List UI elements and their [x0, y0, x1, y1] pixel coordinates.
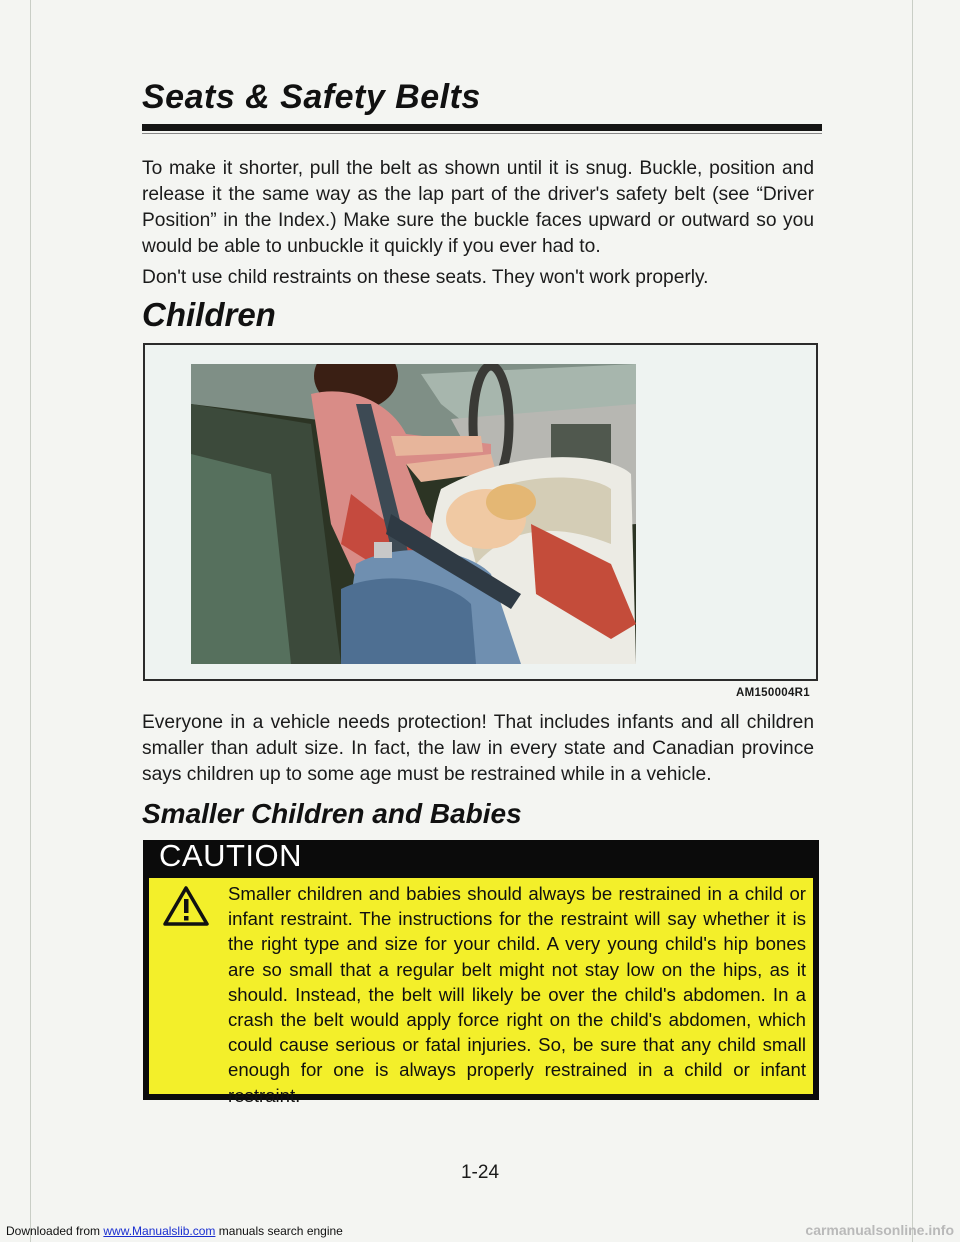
- footer-prefix: Downloaded from: [6, 1224, 104, 1238]
- figure-code: AM150004R1: [736, 687, 810, 699]
- download-footer: [6, 1224, 343, 1238]
- page-margin-line: [30, 0, 31, 1242]
- child-seat-illustration: [191, 364, 636, 664]
- section-title-children: Children: [142, 296, 276, 333]
- page-margin-line: [912, 0, 913, 1242]
- footer-suffix: manuals search engine: [215, 1224, 343, 1238]
- caution-text: Smaller children and babies should always be restrained in a child or infant restraint. The instructions for the restraint will say whether it is the right type and size for your child. A very young child's hip bones are so small that a regular belt might not stay low on the hips, as it should. Instead, the belt will likely be over the child's abdomen. In a crash the belt would apply force right on the child's abdomen, which could cause serious or fatal injuries. So, be sure that any child small enough for one is always properly restrained in a child or infant restraint.: [228, 883, 806, 1106]
- page-number: 1-24: [460, 1162, 500, 1183]
- child-restraint-note: Don't use child restraints on these seats. They won't work properly.: [142, 267, 709, 288]
- protection-paragraph: Everyone in a vehicle needs protection! That includes infants and all children smaller than adult size. In fact, the law in every state and Canadian province says children up to some age must be restrained while in a vehicle.: [142, 712, 814, 785]
- manualslib-link[interactable]: www.Manualslib.com: [103, 1224, 216, 1238]
- subsection-title: Smaller Children and Babies: [142, 798, 522, 829]
- belt-adjust-paragraph: To make it shorter, pull the belt as shown until it is snug. Buckle, position and release it the same way as the lap part of the driver's safety belt (see “Driver Position” in the Index.) Make sure the buckle faces upward or outward so you would be able to unbuckle it quickly if you ever had to.: [142, 158, 814, 257]
- warning-triangle-icon: [163, 886, 209, 926]
- title-rule: [142, 124, 822, 131]
- page-title: Seats & Safety Belts: [142, 78, 481, 116]
- watermark: carmanualsonline.info: [805, 1222, 954, 1238]
- caution-heading: CAUTION: [159, 838, 302, 873]
- title-rule-thin: [142, 133, 822, 134]
